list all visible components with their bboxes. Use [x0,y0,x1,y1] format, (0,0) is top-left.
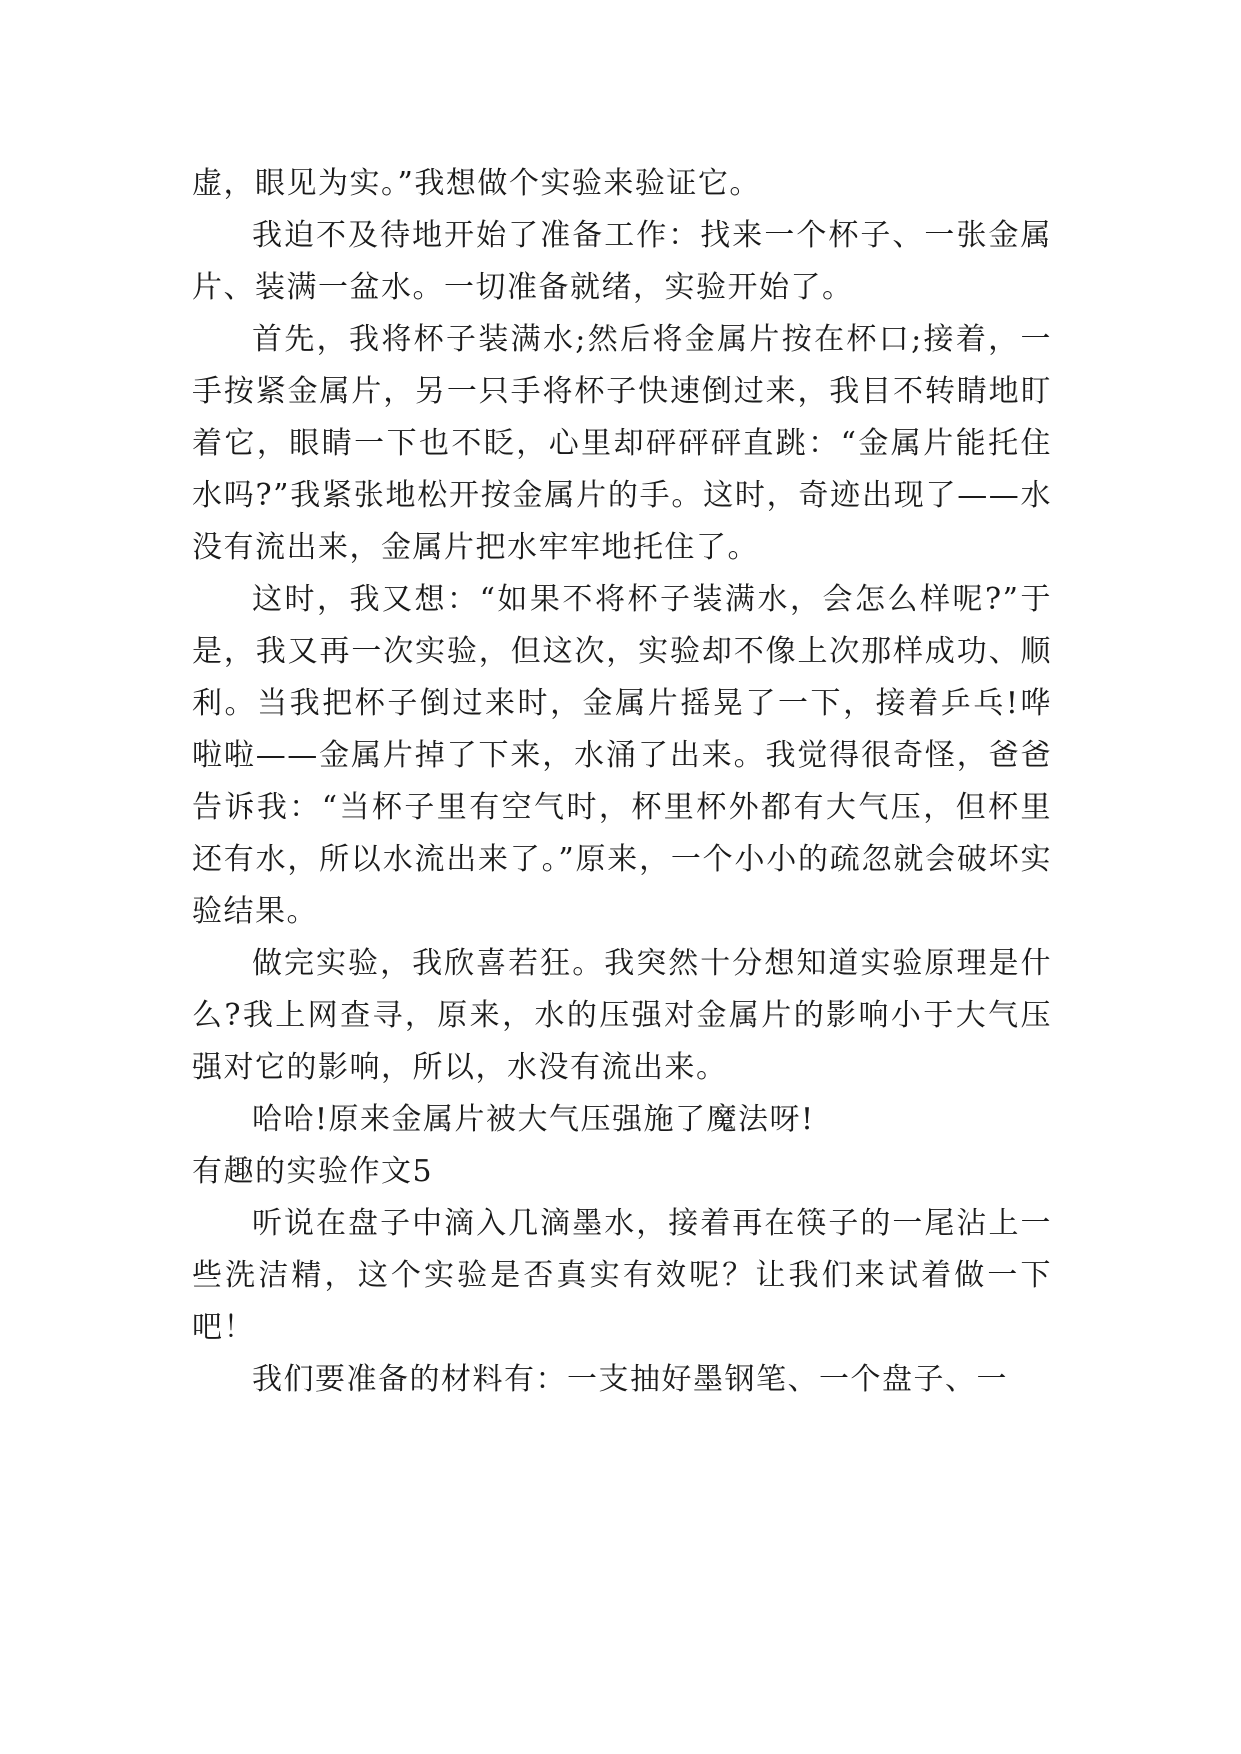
paragraph-principle: 做完实验，我欣喜若狂。我突然十分想知道实验原理是什么?我上网查寻，原来，水的压强对金属片的影响小于大气压强对它的影响，所以，水没有流出来。 [192,946,1052,1085]
paragraph-intro: 听说在盘子中滴入几滴墨水，接着再在筷子的一尾沾上一些洗洁精，这个实验是否真实有效呢？让我们来试着做一下吧！ [192,1206,1052,1345]
paragraph-preparation: 我迫不及待地开始了准备工作：找来一个杯子、一张金属片、装满一盆水。一切准备就绪，实验开始了。 [192,218,1052,305]
document-body [192,158,1052,1406]
paragraph-second-experiment: 这时，我又想：“如果不将杯子装满水，会怎么样呢?”于是，我又再一次实验，但这次，实验却不像上次那样成功、顺利。当我把杯子倒过来时，金属片摇晃了一下，接着乒乓!哗啦啦——金属片掉了下来，水涌了出来。我觉得很奇怪，爸爸告诉我：“当杯子里有空气时，杯里杯外都有大气压，但杯里还有水，所以水流出来了。”原来，一个小小的疏忽就会破坏实验结果。 [192,582,1052,929]
paragraph-first-experiment: 首先，我将杯子装满水;然后将金属片按在杯口;接着，一手按紧金属片，另一只手将杯子快速倒过来，我目不转睛地盯着它，眼睛一下也不眨，心里却砰砰砰直跳：“金属片能托住水吗?”我紧张地松开按金属片的手。这时，奇迹出现了——水没有流出来，金属片把水牢牢地托住了。 [192,322,1052,565]
paragraph-materials: 我们要准备的材料有：一支抽好墨钢笔、一个盘子、一 [252,1362,1008,1397]
paragraph-continuation: 虚，眼见为实。”我想做个实验来验证它。 [192,166,761,201]
paragraph-conclusion: 哈哈!原来金属片被大气压强施了魔法呀! [252,1102,815,1137]
section-heading: 有趣的实验作文5 [192,1154,434,1189]
